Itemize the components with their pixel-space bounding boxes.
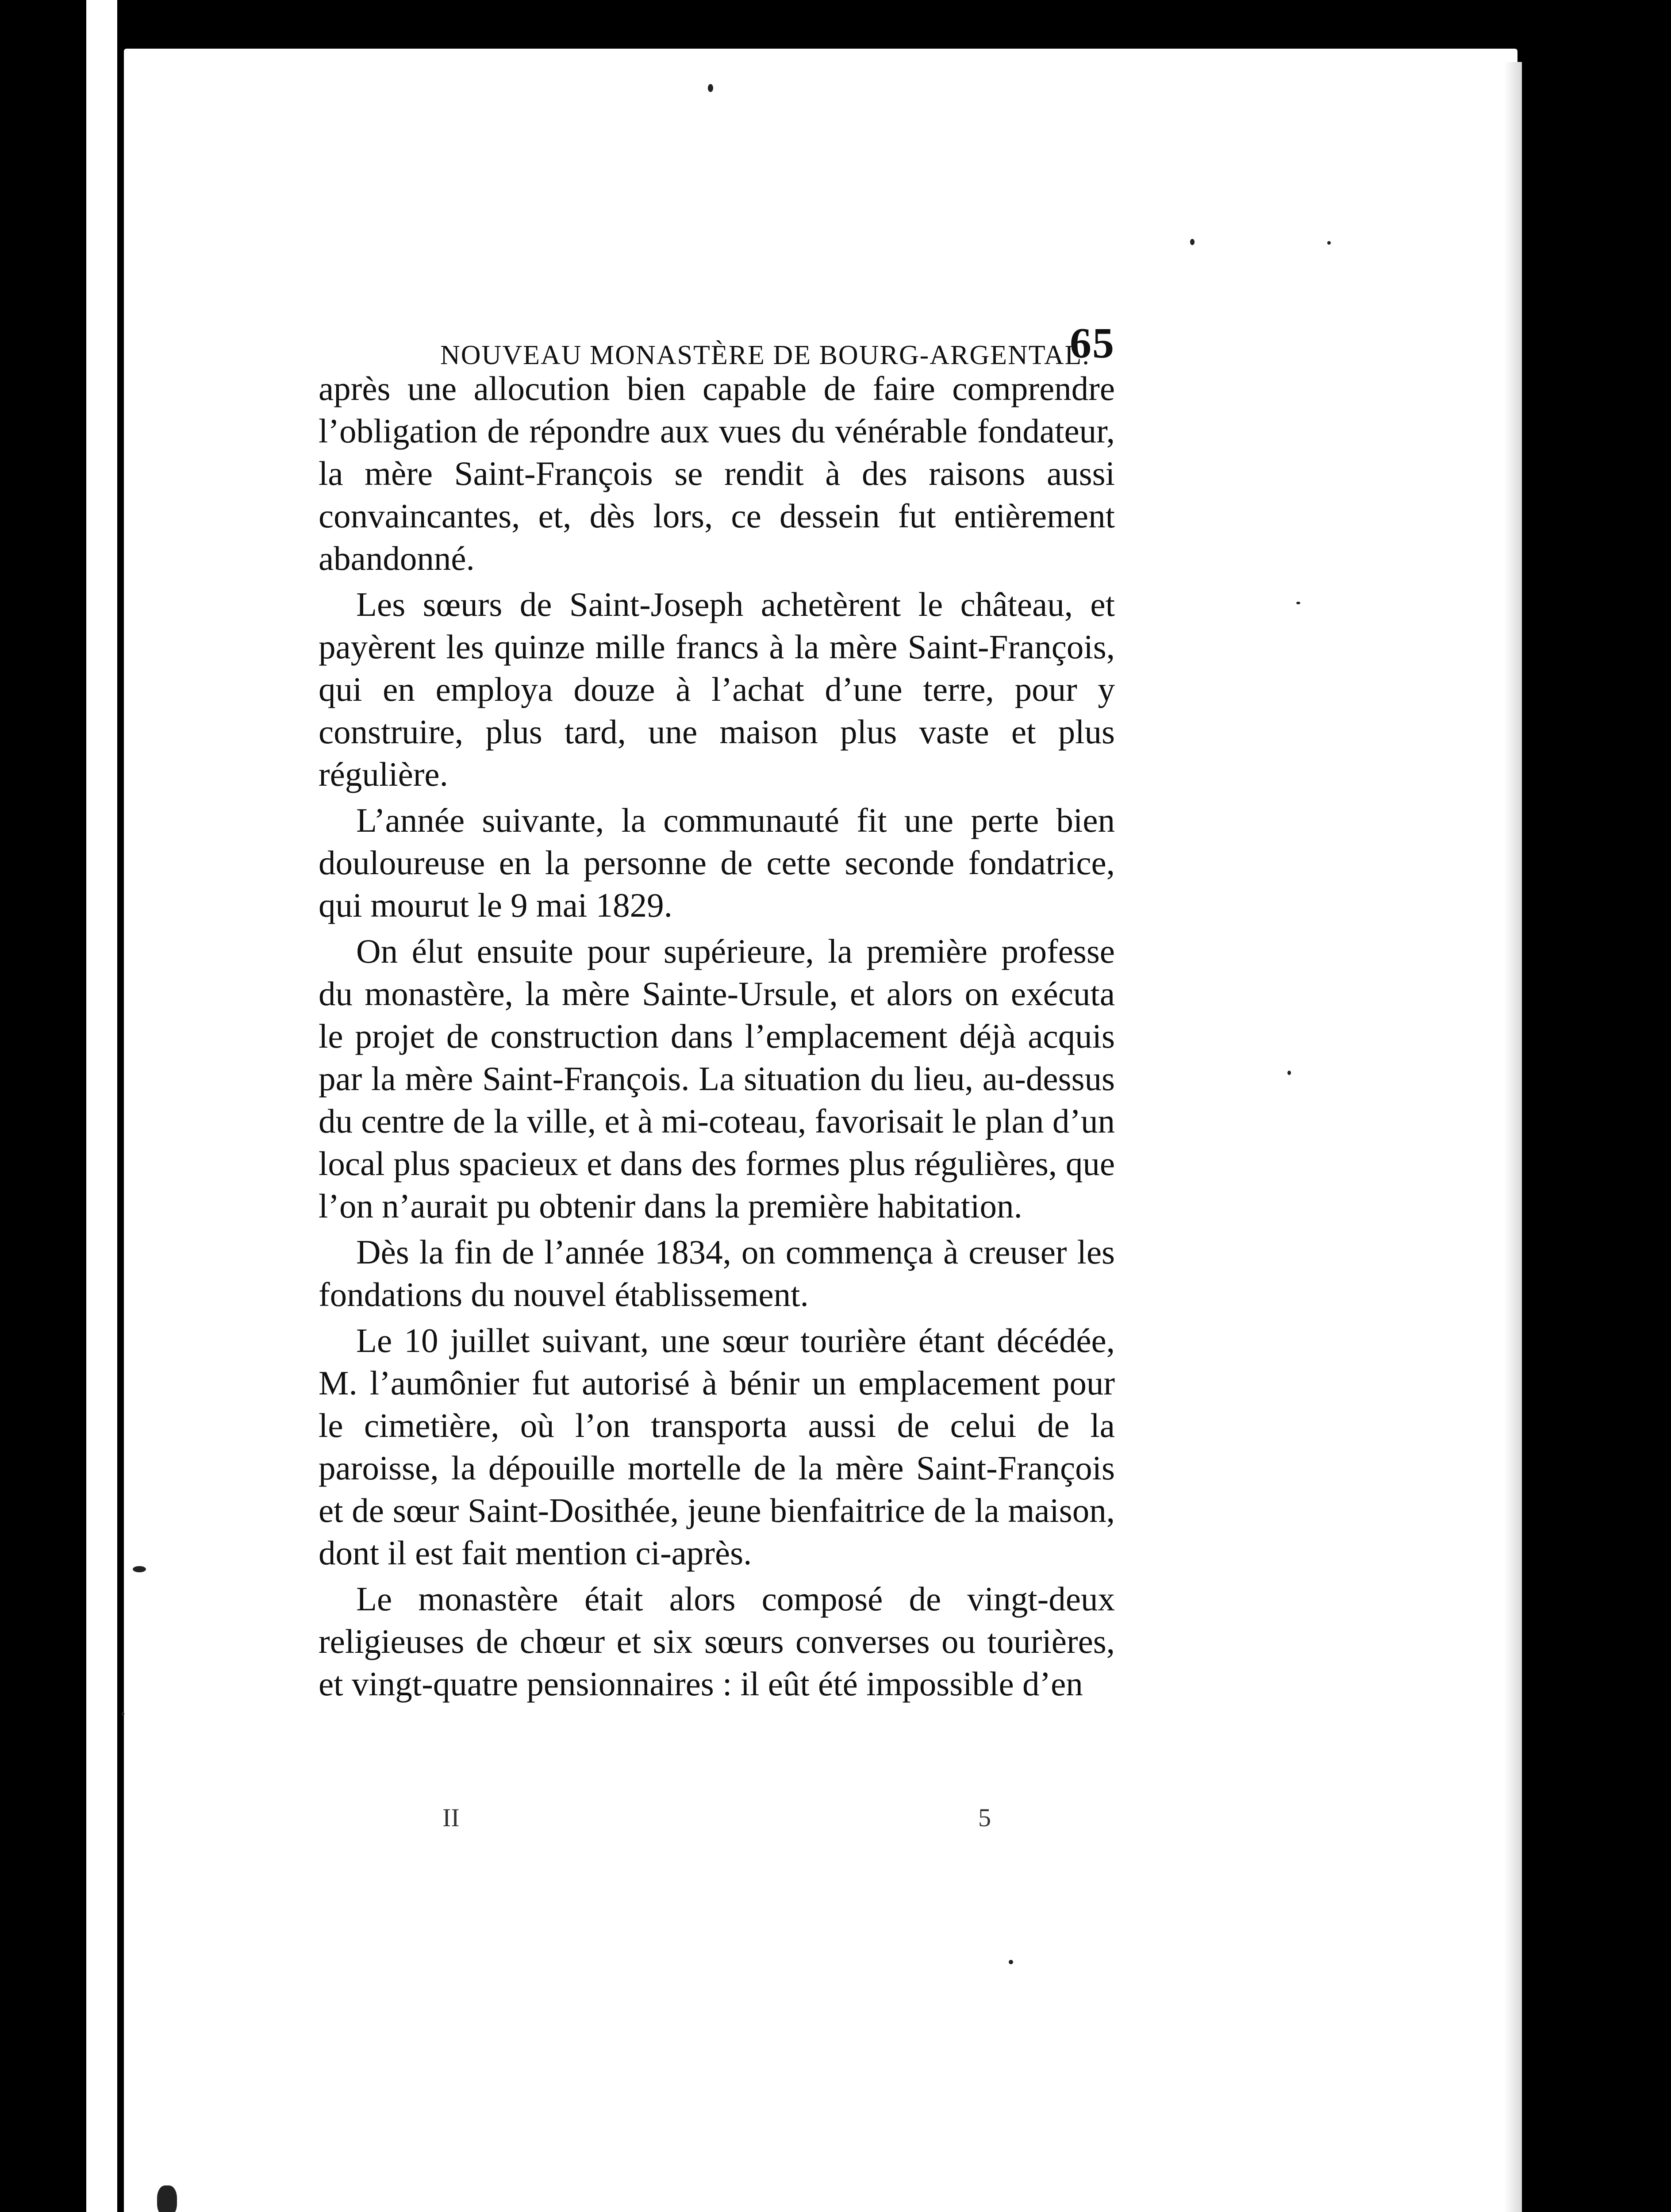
signature-mark-right: 5 [978, 1803, 991, 1832]
scan-speck [133, 1566, 146, 1572]
page-number: 65 [1070, 319, 1115, 367]
paragraph: Les sœurs de Saint-Joseph achetèrent le château, et payèrent les quinze mille francs à la mère Saint-François, qui en employa douze à l’achat d’une terre, pour y construire, plus tard, une maison plus vaste et plus régulière. [319, 585, 1115, 793]
paragraph: L’année suivante, la communauté fit une perte bien douloureuse en la personne de cette seconde fondatrice, qui mourut le 9 mai 1829. [319, 801, 1115, 924]
body-text [319, 367, 1115, 1709]
paragraph: Le monastère était alors composé de vingt-deux religieuses de chœur et six sœurs converses ou tourières, et vingt-quatre pensionnaires : il eût été impossible d’en [319, 1580, 1115, 1703]
scan-speck [1327, 241, 1331, 245]
signature-mark-left: II [442, 1803, 460, 1832]
scan-speck [122, 1712, 124, 1716]
paragraph: On élut ensuite pour supérieure, la première professe du monastère, la mère Sainte-Ursule, et alors on exécuta le projet de construction dans l’emplacement déjà acquis par la mère Saint-François. La situation du lieu, au-dessus du centre de la ville, et à mi-coteau, favorisait le plan d’un local plus spacieux et dans des formes plus régulières, que l’on n’aurait pu obtenir dans la première habitation. [319, 932, 1115, 1225]
scan-speck [1287, 1071, 1291, 1075]
scan-speck [1009, 1960, 1013, 1964]
page-edge-shadow [1504, 62, 1522, 2212]
paragraph: Dès la fin de l’année 1834, on commença à creuser les fondations du nouvel établissement. [319, 1233, 1115, 1313]
scan-speck [1190, 239, 1195, 245]
paragraph: Le 10 juillet suivant, une sœur tourière étant décédée, M. l’aumônier fut autorisé à bénir un emplacement pour le cimetière, où l’on transporta aussi de celui de la paroisse, la dépouille mortelle de la mère Saint-François et de sœur Saint-Dosithée, jeune bienfaitrice de la maison, dont il est fait mention ci-après. [319, 1321, 1115, 1572]
scan-speck [157, 2185, 177, 2212]
paragraph: après une allocution bien capable de faire comprendre l’obligation de répondre aux vues du vénérable fondateur, la mère Saint-François se rendit à des raisons aussi convaincantes, et, dès lors, ce dessein fut entièrement abandonné. [319, 369, 1115, 577]
scan-speck [1296, 602, 1300, 604]
page-edge-strip [86, 0, 117, 2212]
signature-marks [442, 1803, 991, 1838]
scan-speck [708, 84, 713, 92]
running-header-title: NOUVEAU MONASTÈRE DE BOURG-ARGENTAL. [440, 340, 1090, 370]
